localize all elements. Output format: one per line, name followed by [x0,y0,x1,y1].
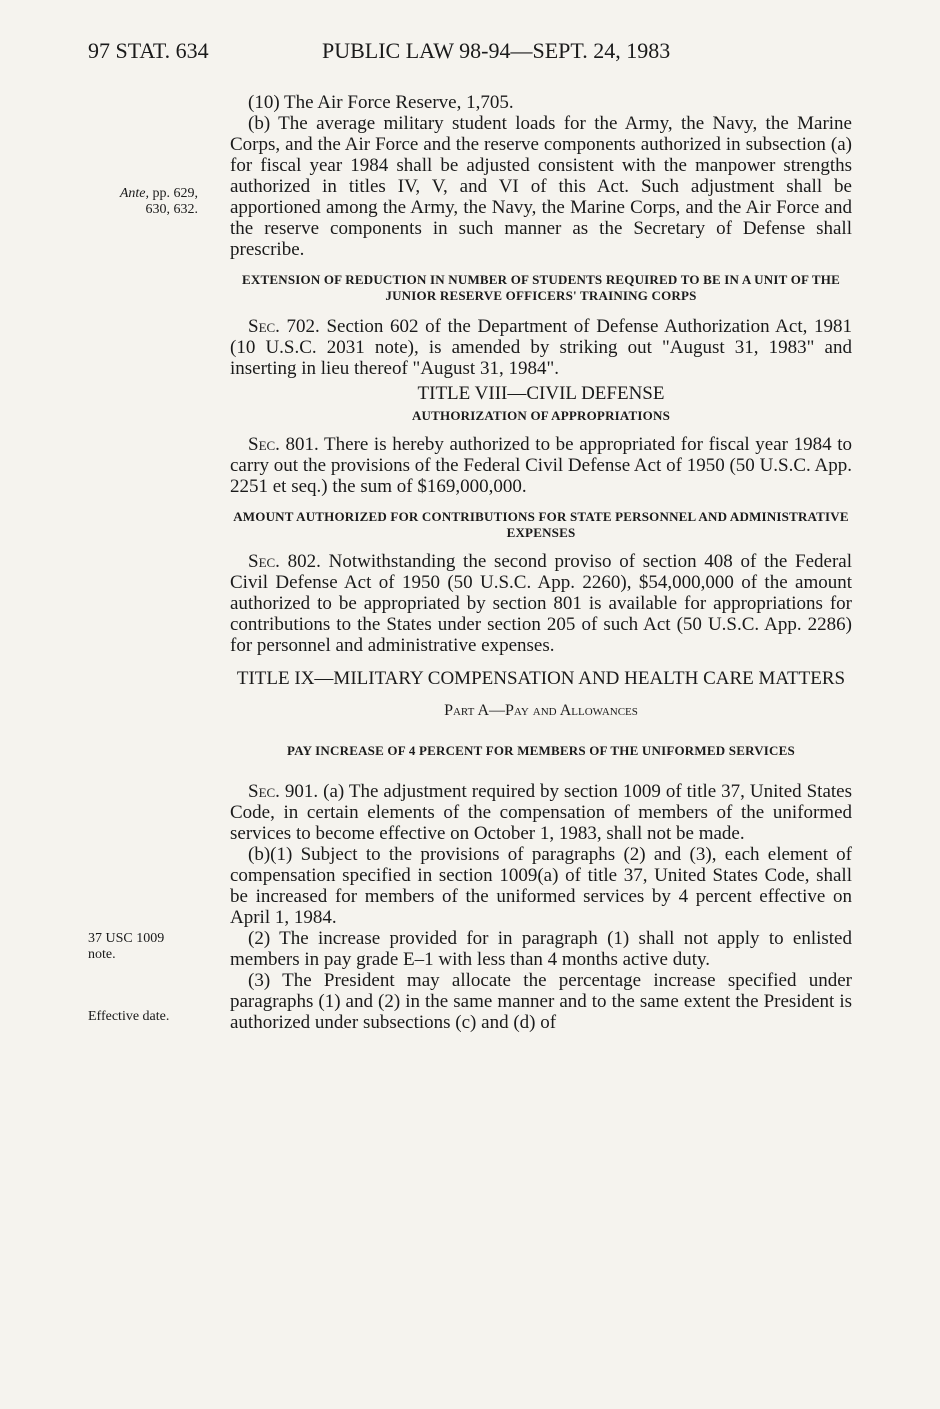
section-901-text: (a) The adjustment required by section 1009 of title 37, United States Code, in certain elements of the compensation of members of the uniformed services to become effective on October 1, 1983, shall not be made. [230,781,852,844]
margin-note-usc [88,931,198,963]
section-801-label: Sec. 801. [248,434,319,455]
section-heading-702: EXTENSION OF REDUCTION IN NUMBER OF STUDENTS REQUIRED TO BE IN A UNIT OF THE JUNIOR RESERVE OFFICERS' TRAINING CORPS [242,272,840,303]
section-heading-802: AMOUNT AUTHORIZED FOR CONTRIBUTIONS FOR STATE PERSONNEL AND ADMINISTRATIVE EXPENSES [233,509,849,540]
section-heading-801: AUTHORIZATION OF APPROPRIATIONS [411,408,671,423]
section-702-label: Sec. 702. [248,316,320,337]
part-a-heading: Part A—Pay and Allowances [444,702,638,719]
section-702-text: Section 602 of the Department of Defense Authorization Act, 1981 (10 U.S.C. 2031 note), is amended by striking out "August 31, 1983" and inserting in lieu thereof "August 31, 1984". [230,316,852,379]
title-ix-heading: TITLE IX—MILITARY COMPENSATION AND HEALTH CARE MATTERS [236,668,846,689]
section-801-text: There is hereby authorized to be appropriated for fiscal year 1984 to carry out the provisions of the Federal Civil Defense Act of 1950 (50 U.S.C. App. 2251 et seq.) the sum of $169,000,000. [230,434,852,497]
margin-note-effective-date: Effective date. [88,1009,170,1024]
page-header [88,38,848,70]
section-802-text: Notwithstanding the second proviso of section 408 of the Federal Civil Defense Act of 1950 (50 U.S.C. App. 2260), $54,000,000 of the amount authorized to be appropriated by section 801 is available for appropriations for contributions to the States under section 205 of such Act (50 U.S.C. App. 2286) for personnel and administrative expenses. [230,551,853,656]
section-702 [230,316,852,379]
paragraph-air-force-reserve: (10) The Air Force Reserve, 1,705. [248,92,514,113]
margin-note-ante [88,186,198,218]
margin-note-usc-line2: note. [88,947,116,962]
paragraph-b1: (b)(1) Subject to the provisions of paragraphs (2) and (3), each element of compensation specified in section 1009(a) of title 37, United States Code, shall be increased for members of the uniformed services by 4 percent effective on April 1, 1984. [230,844,852,928]
paragraph-b2: (2) The increase provided for in paragraph (1) shall not apply to enlisted members in pay grade E–1 with less than 4 months active duty. [230,928,852,970]
title-viii-heading: TITLE VIII—CIVIL DEFENSE [417,383,665,404]
section-802 [230,551,852,656]
statute-page-number: 97 STAT. 634 [88,38,209,63]
margin-note-ante-pages-2: 630, 632. [145,202,198,217]
running-head: PUBLIC LAW 98-94—SEPT. 24, 1983 [322,38,671,63]
section-801 [230,434,852,497]
section-901-label: Sec. 901. [248,781,319,802]
margin-note-usc-line1: 37 USC 1009 [88,931,165,946]
paragraph-subsection-b: (b) The average military student loads for the Army, the Navy, the Marine Corps, and the Air Force and the reserve components authorized in subsection (a) for fiscal year 1984 shall be adjusted consistent with the manpower strengths authorized in titles IV, V, and VI of this Act. Such adjustment shall be apportioned among the Army, the Navy, the Marine Corps, and the Air Force and the reserve components in such manner as the Secretary of Defense shall prescribe. [230,113,852,260]
section-heading-901: PAY INCREASE OF 4 PERCENT FOR MEMBERS OF THE UNIFORMED SERVICES [287,743,795,758]
paragraph-b3: (3) The President may allocate the percentage increase specified under paragraphs (1) and (2) in the same manner and to the same extent the President is authorized under subsections (c) and (d) of [230,970,852,1033]
section-802-label: Sec. 802. [248,551,321,572]
margin-note-ante-pages: pp. 629, [152,186,198,201]
section-901 [230,781,852,844]
document-body [230,86,852,1033]
margin-note-ante-italic: Ante, [119,186,149,201]
